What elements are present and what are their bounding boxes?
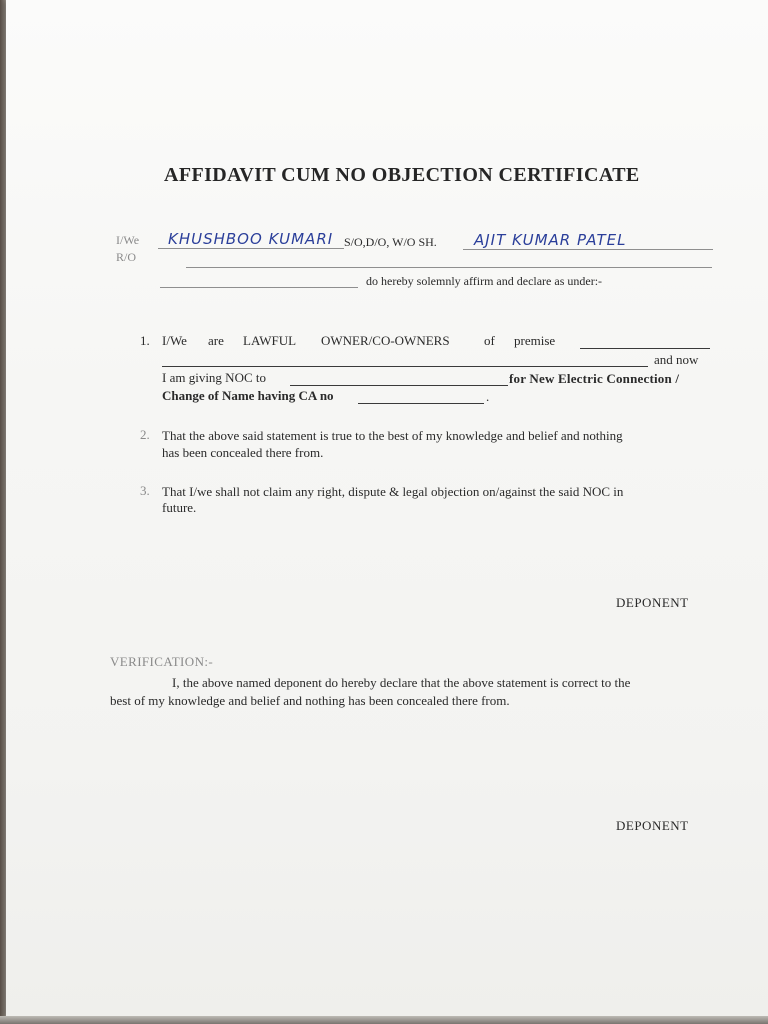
address-line-1 [186, 267, 712, 268]
clause-3-line-1: That I/we shall not claim any right, dispute & legal objection on/against the said NOC in [162, 484, 624, 499]
clause-1-word-6: premise [514, 333, 556, 348]
handwritten-father-name: AJIT KUMAR PATEL [474, 231, 627, 249]
noc-recipient-blank [290, 385, 508, 386]
verification-line-1: I, the above named deponent do hereby declare that the above statement is correct to the [172, 675, 631, 690]
clause-2-line-1: That the above said statement is true to the best of my knowledge and belief and nothing [162, 428, 623, 443]
verification-line-2: best of my knowledge and belief and nothing has been concealed there from. [110, 693, 510, 708]
document-title: AFFIDAVIT CUM NO OBJECTION CERTIFICATE [164, 164, 640, 186]
change-of-name-text: Change of Name having CA no [162, 388, 334, 403]
clause-3-number: 3. [140, 483, 150, 498]
and-now-text: and now [654, 352, 699, 367]
ca-number-period: . [486, 389, 490, 404]
affirm-text: do hereby solemnly affirm and declare as under:- [366, 274, 603, 288]
verification-heading: VERIFICATION:- [110, 654, 214, 669]
name-underline [158, 248, 344, 249]
iwe-label: I/We [116, 233, 140, 247]
clause-3-line-2: future. [162, 500, 197, 515]
premise-blank [580, 348, 710, 349]
clause-1-number: 1. [140, 333, 150, 348]
father-underline [463, 249, 713, 250]
handwritten-name: KHUSHBOO KUMARI [168, 230, 334, 248]
clause-2-number: 2. [140, 427, 150, 442]
clause-1-word-5: of [484, 333, 495, 348]
relation-label: S/O,D/O, W/O SH. [344, 235, 437, 249]
ro-label: R/O [116, 250, 137, 264]
page-bottom-edge [0, 1016, 768, 1024]
clause-1-word-1: I/We [162, 333, 187, 348]
giving-noc-text: I am giving NOC to [162, 370, 266, 385]
address-line-2 [160, 287, 358, 288]
deponent-label-2: DEPONENT [616, 818, 689, 833]
deponent-label-1: DEPONENT [616, 595, 689, 610]
clause-1-word-2: are [208, 333, 224, 348]
affidavit-page [6, 0, 768, 1018]
for-connection-text: for New Electric Connection / [509, 371, 680, 386]
clause-1-word-4: OWNER/CO-OWNERS [321, 333, 450, 348]
clause-2-line-2: has been concealed there from. [162, 445, 324, 460]
premise-address-blank [162, 366, 648, 367]
ca-number-blank [358, 403, 484, 404]
clause-1-word-3: LAWFUL [243, 333, 297, 348]
